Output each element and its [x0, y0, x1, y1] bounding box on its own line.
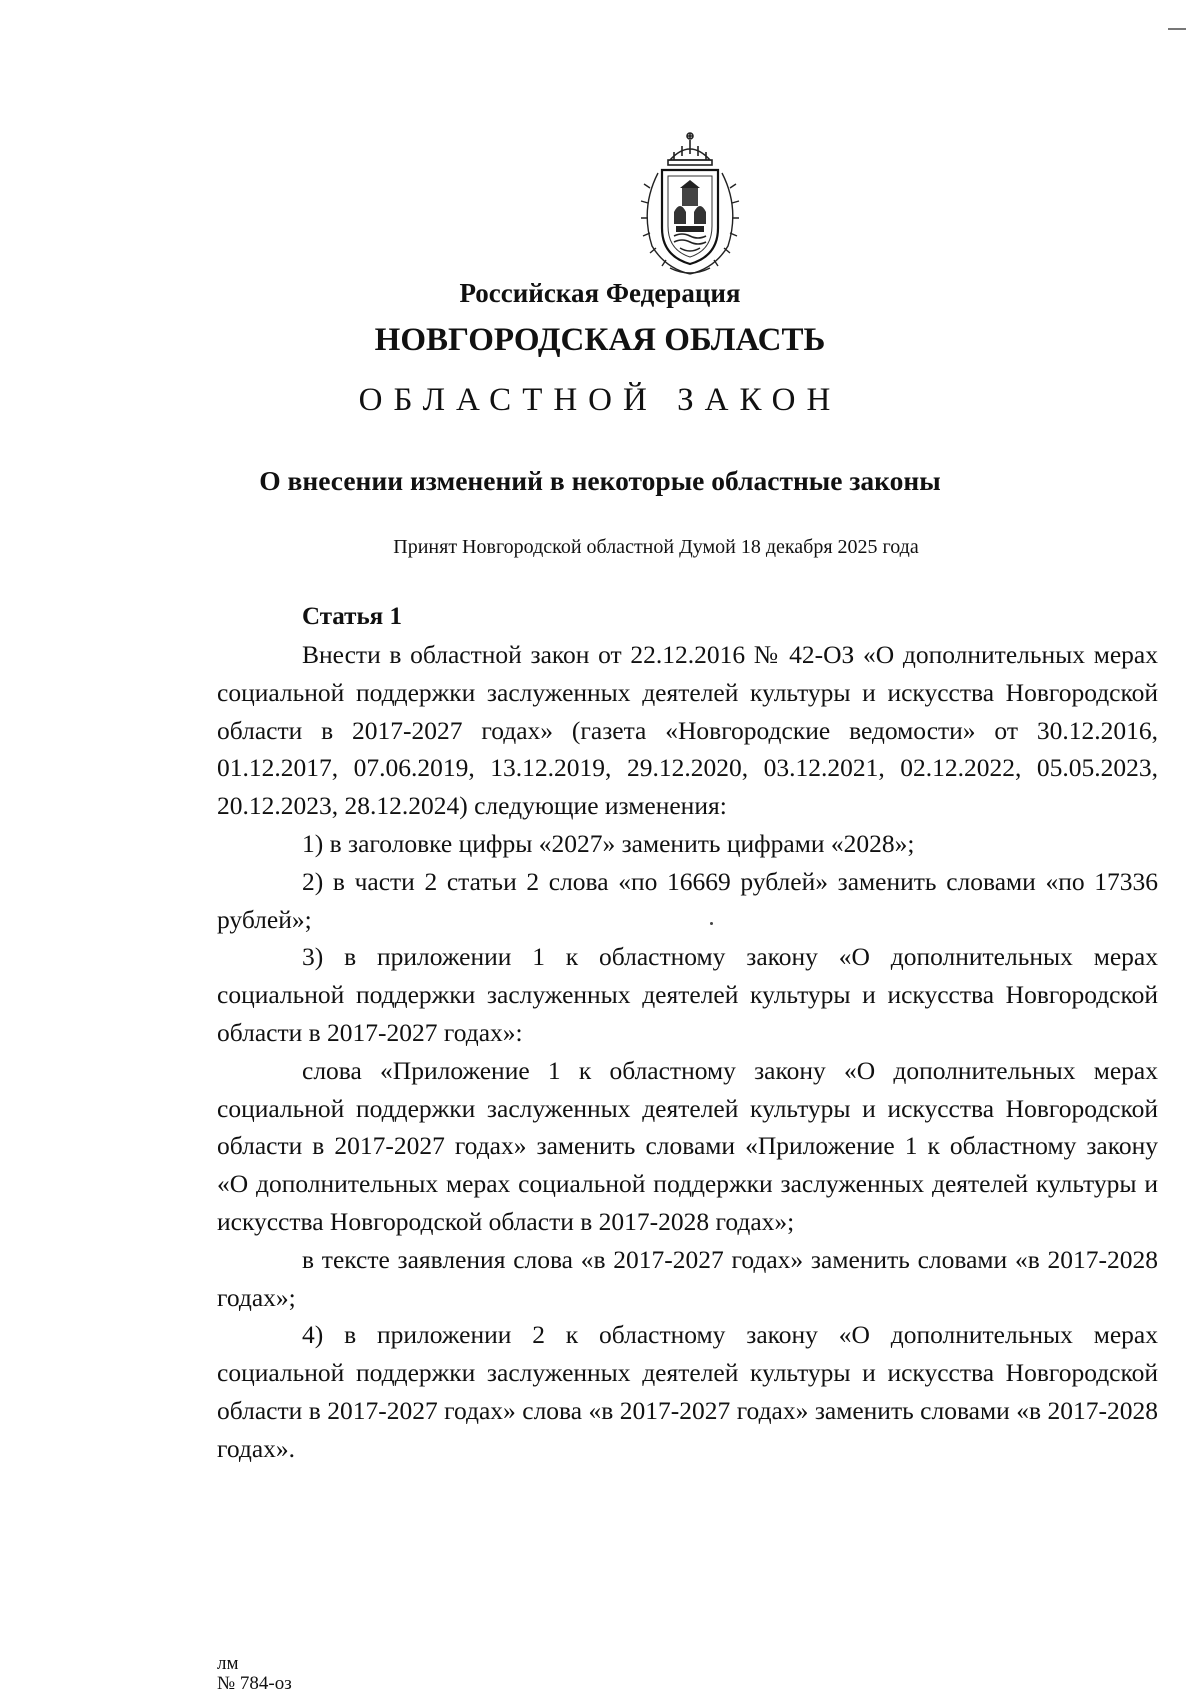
document-footer [217, 1654, 292, 1694]
coat-of-arms-icon [630, 128, 750, 278]
law-number: № 784-оз [217, 1673, 292, 1694]
law-title: О внесении изменений в некоторые областные законы [259, 465, 941, 496]
executor-initials: лм [217, 1653, 239, 1674]
article-paragraph: 1) в заголовке цифры «2027» заменить цифрами «2028»; [302, 828, 915, 858]
country-name: Российская Федерация [459, 278, 741, 308]
adoption-note: Принят Новгородской областной Думой 18 декабря 2025 года [393, 536, 919, 558]
article-paragraph: 3) в приложении 1 к областному закону «О дополнительных мерах социальной поддержки заслуженных деятелей культуры и искусства Новгородской области в 2017-2027 годах»: [217, 942, 1158, 1047]
article-paragraph: слова «Приложение 1 к областному закону «О дополнительных мерах социальной поддержки заслуженных деятелей культуры и искусства Новгородской области в 2017-2027 годах» заменить словами «Приложение 1 к областному закону «О дополнительных мерах социальной поддержки заслуженных деятелей культуры и искусства Новгородской области в 2017-2028 годах»; [217, 1055, 1158, 1236]
region-name: НОВГОРОДСКАЯ ОБЛАСТЬ [374, 322, 826, 358]
scan-speck [710, 922, 713, 925]
scan-mark [1168, 28, 1186, 30]
article-body [217, 636, 1158, 1468]
article-paragraph: Внести в областной закон от 22.12.2016 № 42-ОЗ «О дополнительных мерах социальной поддержки заслуженных деятелей культуры и искусства Новгородской области в 2017-2027 годах» (газета «Новгородские ведомости» от 30.12.2016, 01.12.2017, 07.06.2019, 13.12.2019, 29.12.2020, 03.12.2021, 02.12.2022, 05.05.2023, 20.12.2023, 28.12.2024) следующие изменения: [217, 640, 1158, 821]
law-type: ОБЛАСТНОЙ ЗАКОН [358, 382, 842, 418]
article-heading: Статья 1 [302, 603, 402, 630]
article-paragraph: 2) в части 2 статьи 2 слова «по 16669 рублей» заменить словами «по 17336 рублей»; [217, 866, 1158, 934]
article-paragraph: 4) в приложении 2 к областному закону «О дополнительных мерах социальной поддержки заслуженных деятелей культуры и искусства Новгородской области в 2017-2027 годах» слова «в 2017-2027 годах» заменить словами «в 2017-2028 годах». [217, 1320, 1158, 1463]
article-paragraph: в тексте заявления слова «в 2017-2027 годах» заменить словами «в 2017-2028 годах»; [217, 1244, 1158, 1312]
